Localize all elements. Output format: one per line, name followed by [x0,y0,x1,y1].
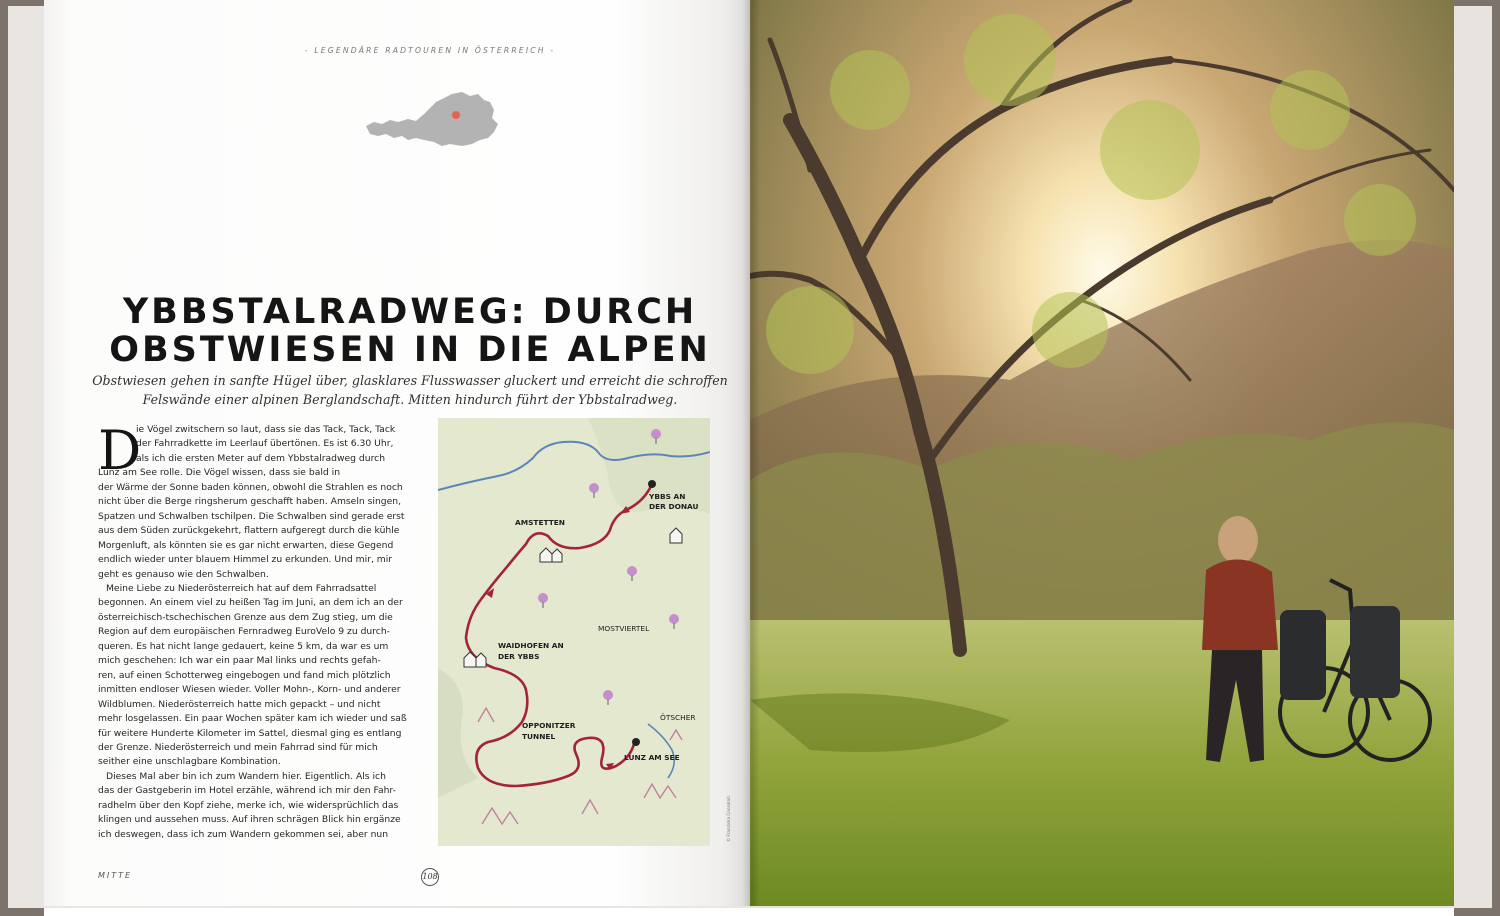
map-label-ybbs: YBBS AN [649,492,686,501]
photo-credit [722,772,734,842]
photo-credit-text: © Franziska Consolati [726,796,731,842]
body-line: Meine Liebe zu Niederösterreich hat auf dem Fahrradsattel [106,582,377,594]
austria-outline-map [364,84,504,164]
pannier-bag [1350,606,1400,698]
body-line: inmitten endloser Wiesen wieder. Voller Mohn-, Korn- und anderer [98,684,401,696]
body-line: als ich die ersten Meter auf dem Ybbstalradweg durch [136,452,386,464]
body-line: seither eine unschlagbare Kombination. [98,756,281,768]
body-line: nicht über die Berge ringsherum geschafft haben. Amseln singen, [98,496,402,508]
map-label-opponitzer: OPPONITZER [522,721,576,730]
title-line-2: OBSTWIESEN IN DIE ALPEN [109,330,711,370]
right-page [750,0,1454,906]
map-label-otscher: ÖTSCHER [660,713,696,722]
body-line: Lunz am See rolle. Die Vögel wissen, dass sie bald in [98,467,341,479]
body-line: aus dem Süden zurückgekehrt, flattern aufgeregt durch die kühle [98,525,400,537]
end-point-lunz [632,738,640,746]
body-line: der Grenze. Niederösterreich und mein Fahrrad sind für mich [98,741,378,753]
region-marker [452,111,460,119]
body-line: ren, auf einen Schotterweg eingebogen und fand mich plötzlich [98,669,391,681]
hero-photo [750,0,1454,906]
body-line: ie Vögel zwitschern so laut, dass sie das Tack, Tack, Tack [136,424,396,435]
body-line: mehr losgelassen. Ein paar Wochen später kam ich wieder und saß [98,713,407,725]
body-line: Region auf dem europäischen Fernradweg EuroVelo 9 zu durch- [98,626,391,638]
map-label-mostviertel: MOSTVIERTEL [598,624,650,633]
body-line: klingen und aussehen muss. Auf ihren schrägen Blick hin ergänze [98,814,401,826]
body-line: geht es genauso wie den Schwalben. [98,568,269,580]
body-line: Dieses Mal aber bin ich zum Wandern hier. Eigentlich. Als ich [106,770,386,782]
body-line: der Wärme der Sonne baden können, obwohl die Strahlen es noch [98,481,403,493]
body-line: queren. Es hat nicht lange gedauert, keine 5 km, da war es um [98,640,389,652]
map-label-waidhofen: WAIDHOFEN AN [498,641,564,650]
drop-cap: D [98,419,142,482]
article-intro [90,371,730,409]
article-body [98,419,423,842]
body-line: endlich wieder unter blauem Himmel zu erkunden. Und mir, mir [98,554,393,566]
start-point-ybbs [648,480,656,488]
body-line: begonnen. An einem viel zu heißen Tag im Juni, an dem ich an der [98,597,403,609]
meadow [750,620,1454,906]
intro-line-1: Obstwiesen gehen in sanfte Hügel über, glasklares Flusswasser gluckert und erreicht die schroffen [92,373,728,388]
body-line: mich geschehen: Ich war ein paar Mal links und rechts gefah- [98,655,381,667]
body-line: der Fahrradkette im Leerlauf übertönen. Es ist 6.30 Uhr, [136,438,394,450]
map-label-opponitzer: TUNNEL [522,732,556,741]
route-map [438,418,710,846]
body-line: ich deswegen, dass ich zum Wandern gekommen sei, aber nun [98,828,389,840]
body-line: radhelm über den Kopf ziehe, merke ich, wie widersprüchlich das [98,799,399,811]
title-line-1: YBBSTALRADWEG: DURCH [122,292,698,332]
body-line: für weitere Hunderte Kilometer im Sattel, diesmal ging es entlang [98,727,402,739]
intro-line-2: Felswände einer alpinen Berglandschaft. Mitten hindurch führt der Ybbstalradweg. [142,392,678,407]
running-head: - LEGENDÄRE RADTOUREN IN ÖSTERREICH - [304,46,556,55]
footer-section: MITTE [98,871,133,880]
body-line: österreichisch-tschechischen Grenze aus dem Zug stieg, um die [98,611,393,623]
article-title [100,293,720,369]
page-number: 108 [421,868,439,886]
body-line: Wildblumen. Niederösterreich hatte mich gepackt – und nicht [98,698,381,710]
treeline [750,422,1454,650]
map-label-waidhofen: DER YBBS [498,652,540,661]
pannier-bag [1280,610,1326,700]
body-line: Morgenluft, als könnten sie es gar nicht erwarten, diese Gegend [98,539,394,551]
austria-shape [366,92,498,146]
map-label-lunz: LUNZ AM SEE [624,753,680,762]
body-line: das der Gastgeberin im Hotel erzähle, während ich mir den Fahr- [98,785,396,797]
map-label-amstetten: AMSTETTEN [515,518,565,527]
map-label-ybbs: DER DONAU [649,502,699,511]
body-line: Spatzen und Schwalben tschilpen. Die Schwalben sind gerade erst [98,510,405,522]
